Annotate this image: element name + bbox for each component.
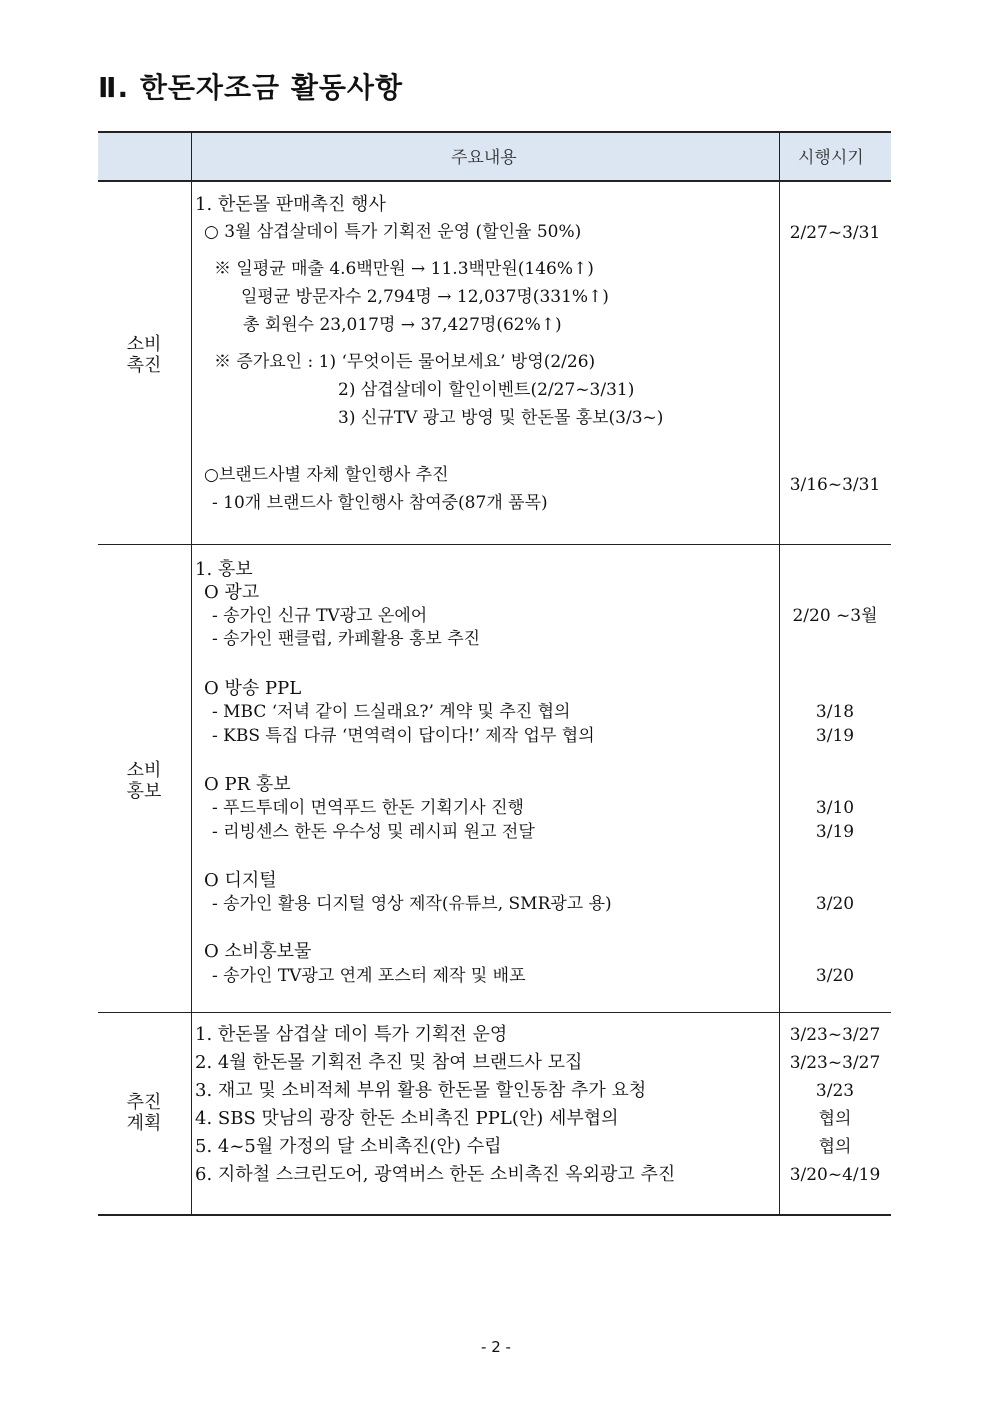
plan-line-1: 1. 한돈몰 삼겹살 데이 특가 기획전 운영: [195, 1024, 508, 1045]
pr-line-10: - 리빙센스 한돈 우수성 및 레시피 원고 전달: [212, 822, 535, 842]
promo-line-2: ○ 3월 삼겹살데이 특가 기획전 운영 (할인율 50%): [204, 222, 582, 242]
rule-header: [98, 180, 891, 182]
promo-line-4: 일평균 방문자수 2,794명 → 12,037명(331%↑): [241, 287, 609, 307]
plan-date-5: 협의: [818, 1137, 852, 1157]
category-promotion-label: 소비 촉진: [126, 334, 162, 376]
pr-date-7: 3/20: [815, 966, 855, 986]
category-plan: [98, 1092, 190, 1134]
pr-line-2: O 광고: [204, 582, 260, 603]
pr-line-8: O PR 홍보: [204, 774, 291, 795]
pr-line-1: 1. 홍보: [195, 559, 253, 580]
plan-line-6: 6. 지하철 스크린도어, 광역버스 한돈 소비촉진 옥외광고 추진: [195, 1164, 676, 1185]
pr-line-9: - 푸드투데이 면역푸드 한돈 기획기사 진행: [212, 798, 524, 818]
plan-date-6: 3/20~4/19: [789, 1165, 881, 1185]
pr-line-7: - KBS 특집 다큐 ‘면역력이 답이다!’ 제작 업무 협의: [212, 726, 595, 746]
promo-line-6: ※ 증가요인 : 1) ‘무엇이든 물어보세요’ 방영(2/26): [214, 352, 596, 372]
pr-line-13: O 소비홍보물: [204, 941, 312, 962]
activity-table: [98, 131, 891, 1216]
promo-line-1: 1. 한돈몰 판매촉진 행사: [195, 194, 386, 215]
pr-line-4: - 송가인 팬클럽, 카페활용 홍보 추진: [212, 629, 481, 649]
pr-line-12: - 송가인 활용 디지털 영상 제작(유튜브, SMR광고 용): [212, 894, 612, 914]
promo-line-3: ※ 일평균 매출 4.6백만원 → 11.3백만원(146%↑): [214, 259, 594, 279]
promo-date-1: 2/27~3/31: [789, 223, 881, 243]
plan-date-1: 3/23~3/27: [789, 1025, 881, 1045]
promo-line-10: - 10개 브랜드사 할인행사 참여중(87개 품목): [212, 493, 548, 513]
rule-section-1: [98, 544, 891, 545]
pr-line-5: O 방송 PPL: [204, 678, 302, 699]
promo-date-2: 3/16~3/31: [789, 475, 881, 495]
promo-line-5: 총 회원수 23,017명 → 37,427명(62%↑): [243, 315, 562, 335]
pr-date-6: 3/20: [815, 894, 855, 914]
header-period: 시행시기: [798, 148, 864, 168]
category-pr-label: 소비 홍보: [126, 760, 162, 802]
promo-line-7: 2) 삼겹살데이 할인이벤트(2/27~3/31): [338, 380, 635, 400]
category-pr: [98, 760, 190, 802]
promo-line-8: 3) 신규TV 광고 방영 및 한돈몰 홍보(3/3~): [338, 408, 664, 428]
pr-date-3: 3/19: [815, 726, 855, 746]
header-content: 주요내용: [451, 148, 517, 168]
category-plan-label: 추진 계획: [126, 1092, 162, 1134]
rule-bottom: [98, 1214, 891, 1216]
category-promotion: [98, 334, 190, 376]
pr-date-2: 3/18: [815, 702, 855, 722]
page-title: Ⅱ. 한돈자조금 활동사항: [98, 71, 404, 104]
pr-line-14: - 송가인 TV광고 연계 포스터 제작 및 배포: [212, 966, 526, 986]
page-number: - 2 -: [481, 1338, 511, 1356]
pr-line-11: O 디지털: [204, 870, 277, 891]
plan-line-4: 4. SBS 맛남의 광장 한돈 소비촉진 PPL(안) 세부협의: [195, 1108, 619, 1129]
plan-date-3: 3/23: [815, 1081, 855, 1101]
col-divider-1: [191, 131, 192, 1216]
pr-date-1: 2/20 ~3월: [792, 606, 878, 626]
plan-line-3: 3. 재고 및 소비적체 부위 활용 한돈몰 할인동참 추가 요청: [195, 1080, 647, 1101]
plan-line-2: 2. 4월 한돈몰 기획전 추진 및 참여 브랜드사 모집: [195, 1052, 583, 1073]
pr-line-3: - 송가인 신규 TV광고 온에어: [212, 606, 428, 626]
plan-date-2: 3/23~3/27: [789, 1053, 881, 1073]
rule-top: [98, 131, 891, 133]
rule-section-2: [98, 1012, 891, 1013]
pr-date-4: 3/10: [815, 798, 855, 818]
promo-line-9: ○브랜드사별 자체 할인행사 추진: [204, 465, 449, 485]
pr-line-6: - MBC ‘저녁 같이 드실래요?’ 계약 및 추진 협의: [212, 702, 571, 722]
pr-date-5: 3/19: [815, 822, 855, 842]
plan-date-4: 협의: [818, 1109, 852, 1129]
plan-line-5: 5. 4~5월 가정의 달 소비촉진(안) 수립: [195, 1136, 502, 1157]
